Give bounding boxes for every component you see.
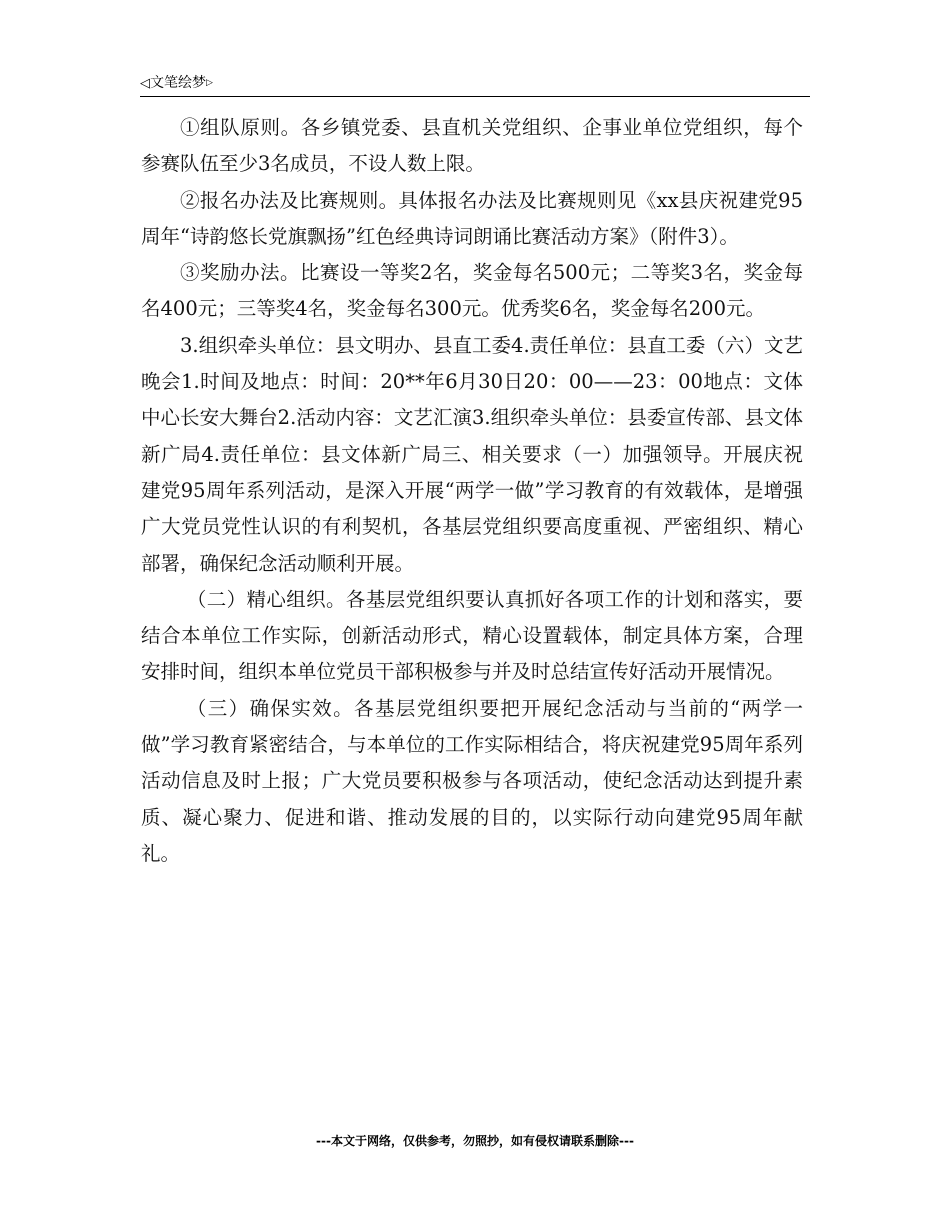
header-brand-text: 文笔绘梦 bbox=[150, 75, 206, 91]
paragraph-organizers-requirements: 3.组织牵头单位：县文明办、县直工委4.责任单位：县直工委（六）文艺晚会1.时间及地点：时间：20**年6月30日20：00——23：00地点：文体中心长安大舞台2.活动内容：文艺汇演3.组织牵头单位：县委宣传部、县文体新广局4.责任单位：县文体新广局三、相关要求（一）加强领导。开展庆祝建党95周年系列活动，是深入开展“两学一做”学习教育的有效载体，是增强广大党员党性认识的有利契机，各基层党组织要高度重视、严密组织、精心部署，确保纪念活动顺利开展。 bbox=[141, 333, 803, 575]
triangle-left-icon: ◁ bbox=[140, 76, 150, 91]
paragraph-team-principle: ①组队原则。各乡镇党委、县直机关党组织、企事业单位党组织，每个参赛队伍至少3名成员，不设人数上限。 bbox=[141, 116, 803, 176]
page-header bbox=[140, 74, 810, 97]
paragraph-rewards: ③奖励办法。比赛设一等奖2名，奖金每名500元；二等奖3名，奖金每名400元；三等奖4名，奖金每名300元。优秀奖6名，奖金每名200元。 bbox=[141, 261, 803, 321]
header-brand bbox=[140, 74, 213, 93]
document-body bbox=[141, 110, 803, 872]
paragraph-registration: ②报名办法及比赛规则。具体报名办法及比赛规则见《xx县庆祝建党95周年“诗韵悠长党旗飘扬”红色经典诗词朗诵比赛活动方案》（附件3）。 bbox=[141, 188, 803, 248]
paragraph-careful-organization: （二）精心组织。各基层党组织要认真抓好各项工作的计划和落实，要结合本单位工作实际，创新活动形式，精心设置载体，制定具体方案，合理安排时间，组织本单位党员干部积极参与并及时总结宣传好活动开展情况。 bbox=[141, 587, 803, 684]
page-footer-notice: ---本文于网络，仅供参考，勿照抄，如有侵权请联系删除--- bbox=[316, 1134, 634, 1148]
triangle-right-icon: ▷ bbox=[206, 78, 213, 88]
paragraph-ensure-effectiveness: （三）确保实效。各基层党组织要把开展纪念活动与当前的“两学一做”学习教育紧密结合，与本单位的工作实际相结合，将庆祝建党95周年系列活动信息及时上报；广大党员要积极参与各项活动，使纪念活动达到提升素质、凝心聚力、促进和谐、推动发展的目的，以实际行动向建党95周年献礼。 bbox=[141, 696, 803, 865]
